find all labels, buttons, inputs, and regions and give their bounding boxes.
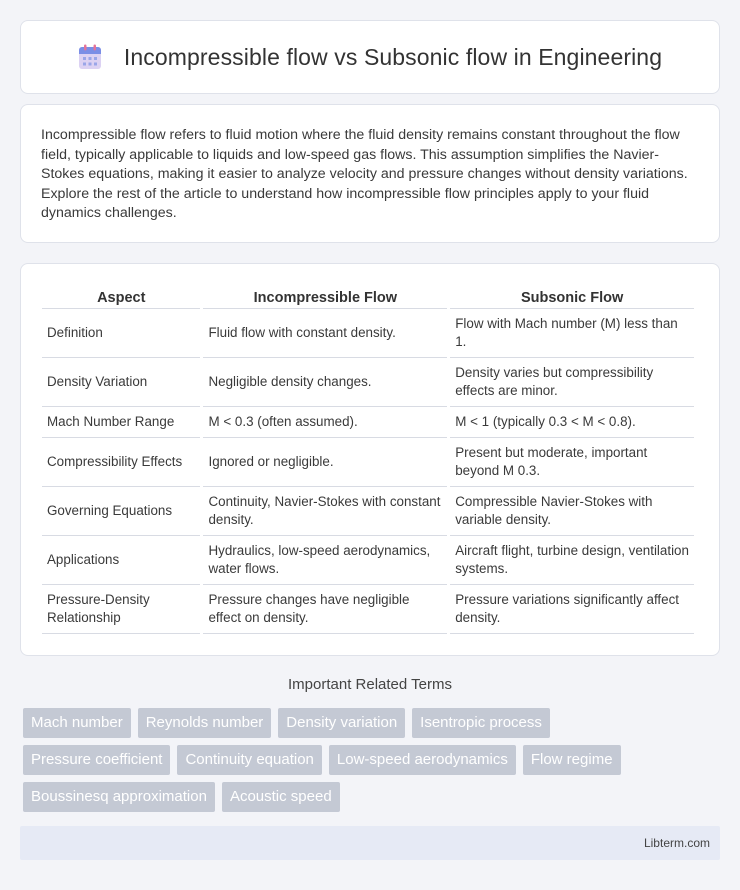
tag-pressure-coefficient[interactable]: Pressure coefficient bbox=[23, 745, 170, 775]
footer bbox=[20, 826, 720, 860]
intro-card bbox=[20, 104, 720, 243]
row-subsonic: M < 1 (typically 0.3 < M < 0.8). bbox=[450, 407, 694, 438]
row-subsonic: Density varies but compressibility effects are minor. bbox=[450, 358, 694, 407]
row-subsonic: Present but moderate, important beyond M 0.3. bbox=[450, 438, 694, 487]
related-terms-list bbox=[23, 708, 703, 819]
row-subsonic: Aircraft flight, turbine design, ventilation systems. bbox=[450, 536, 694, 585]
row-aspect: Applications bbox=[42, 536, 200, 585]
tag-row bbox=[23, 708, 703, 738]
header-subsonic: Subsonic Flow bbox=[450, 284, 694, 309]
intro-paragraph: Incompressible flow refers to fluid motion where the fluid density remains constant throughout the flow field, typically applicable to liquids and low-speed gas flows. This assumption simplifies the Navier-Stokes equations, making it easier to analyze velocity and pressure changes without density variations. Explore the rest of the article to understand how incompressible flow principles apply to your fluid dynamics challenges. bbox=[41, 127, 688, 222]
header-incompressible: Incompressible Flow bbox=[203, 284, 447, 309]
row-aspect: Mach Number Range bbox=[42, 407, 200, 438]
comparison-table-card bbox=[20, 263, 720, 656]
row-incompressible: Ignored or negligible. bbox=[203, 438, 447, 487]
row-aspect: Pressure-Density Relationship bbox=[42, 585, 200, 634]
tag-continuity-equation[interactable]: Continuity equation bbox=[177, 745, 321, 775]
header-aspect: Aspect bbox=[42, 284, 200, 309]
row-incompressible: Pressure changes have negligible effect on density. bbox=[203, 585, 447, 634]
tag-isentropic-process[interactable]: Isentropic process bbox=[412, 708, 550, 738]
row-aspect: Compressibility Effects bbox=[42, 438, 200, 487]
table-row bbox=[42, 407, 694, 438]
tag-flow-regime[interactable]: Flow regime bbox=[523, 745, 621, 775]
table-row bbox=[42, 438, 694, 487]
footer-site-link[interactable]: Libterm.com bbox=[643, 836, 710, 850]
row-subsonic: Flow with Mach number (M) less than 1. bbox=[450, 309, 694, 358]
row-aspect: Density Variation bbox=[42, 358, 200, 407]
calendar-icon bbox=[78, 44, 102, 70]
tag-low-speed-aerodynamics[interactable]: Low-speed aerodynamics bbox=[329, 745, 516, 775]
row-aspect: Governing Equations bbox=[42, 487, 200, 536]
row-subsonic: Pressure variations significantly affect density. bbox=[450, 585, 694, 634]
table-row bbox=[42, 585, 694, 634]
row-incompressible: Hydraulics, low-speed aerodynamics, water flows. bbox=[203, 536, 447, 585]
row-incompressible: Continuity, Navier-Stokes with constant density. bbox=[203, 487, 447, 536]
header-card bbox=[20, 20, 720, 94]
row-incompressible: Negligible density changes. bbox=[203, 358, 447, 407]
table-header-row bbox=[42, 284, 694, 309]
row-incompressible: Fluid flow with constant density. bbox=[203, 309, 447, 358]
comparison-table bbox=[39, 284, 697, 634]
tag-acoustic-speed[interactable]: Acoustic speed bbox=[222, 782, 340, 812]
tag-mach-number[interactable]: Mach number bbox=[23, 708, 131, 738]
table-row bbox=[42, 358, 694, 407]
tag-row bbox=[23, 782, 703, 812]
row-aspect: Definition bbox=[42, 309, 200, 358]
row-subsonic: Compressible Navier-Stokes with variable density. bbox=[450, 487, 694, 536]
tag-density-variation[interactable]: Density variation bbox=[278, 708, 405, 738]
table-row bbox=[42, 487, 694, 536]
page-title: Incompressible flow vs Subsonic flow in Engineering bbox=[123, 43, 663, 70]
table-row bbox=[42, 536, 694, 585]
table-row bbox=[42, 309, 694, 358]
tag-reynolds-number[interactable]: Reynolds number bbox=[138, 708, 272, 738]
tag-boussinesq-approximation[interactable]: Boussinesq approximation bbox=[23, 782, 215, 812]
related-terms-title: Important Related Terms bbox=[288, 676, 452, 693]
row-incompressible: M < 0.3 (often assumed). bbox=[203, 407, 447, 438]
tag-row bbox=[23, 745, 703, 775]
